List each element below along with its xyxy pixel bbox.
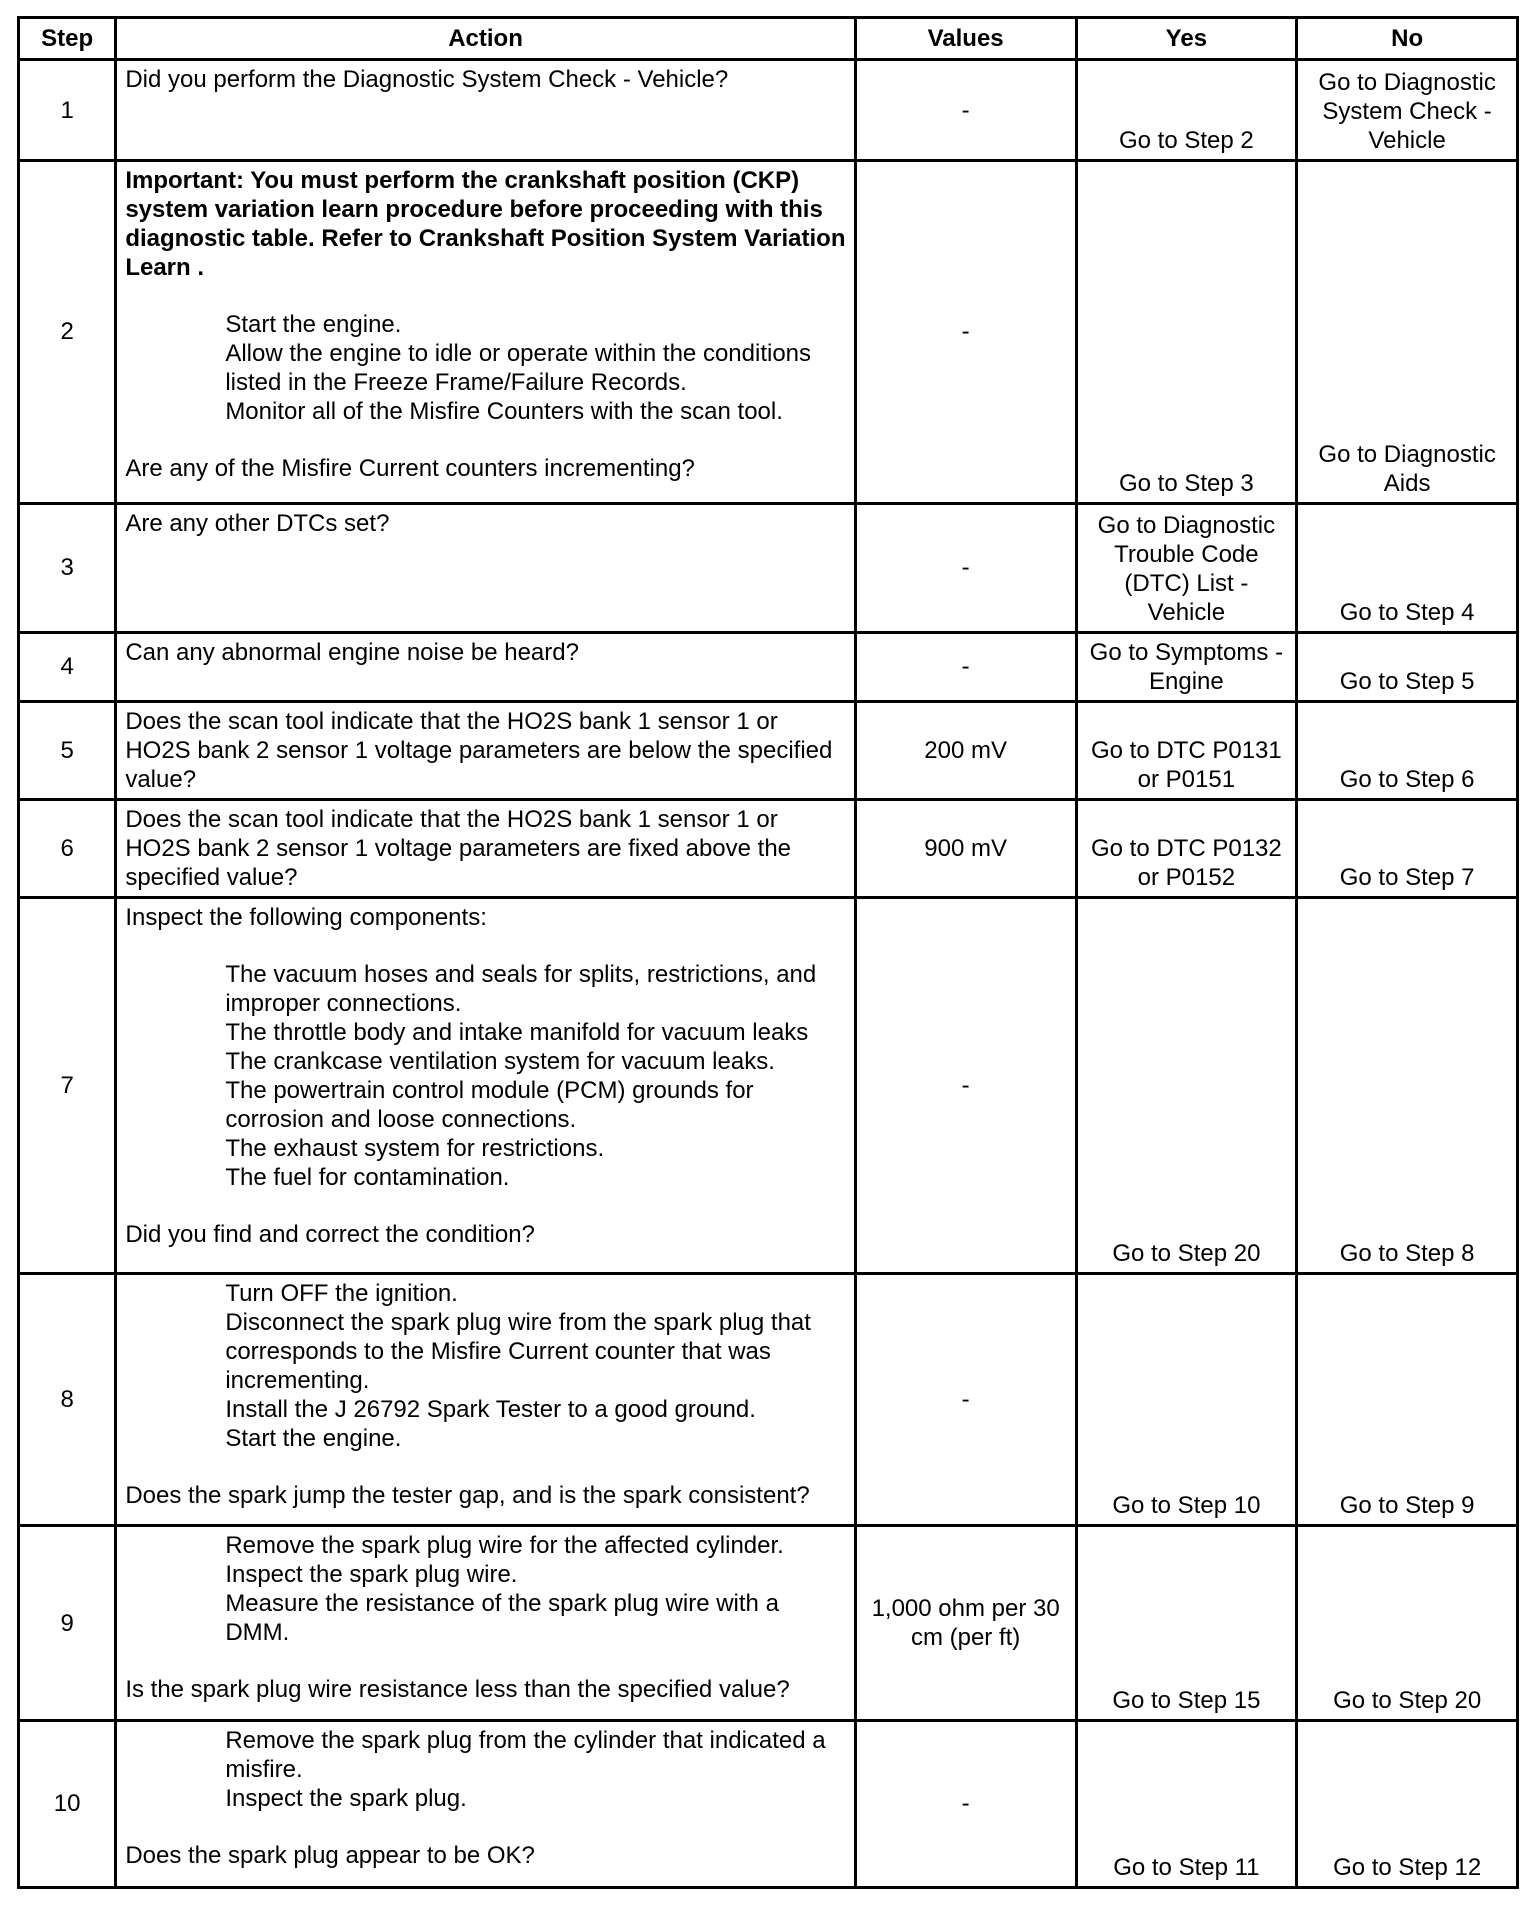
- table-row: [19, 503, 1518, 632]
- step-number: 3: [19, 503, 116, 632]
- no-cell: Go to Diagnostic System Check - Vehicle: [1297, 60, 1518, 161]
- action-cell: [116, 60, 855, 161]
- value-cell: -: [855, 1720, 1076, 1887]
- action-question: Are any of the Misfire Current counters incrementing?: [125, 455, 695, 483]
- action-intro: Inspect the following components:: [125, 904, 487, 932]
- table-header-row: [19, 18, 1518, 60]
- value-cell: -: [855, 632, 1076, 701]
- important-note: Important: You must perform the crankshaft position (CKP) system variation learn procedure before proceeding with this diagnostic table. Refer to Crankshaft Position System Variation Learn .: [125, 167, 846, 282]
- no-cell: Go to Step 8: [1297, 898, 1518, 1274]
- value-cell: -: [855, 503, 1076, 632]
- action-question: Did you find and correct the condition?: [125, 1221, 535, 1249]
- action-cell: [116, 1273, 855, 1525]
- step-number: 6: [19, 800, 116, 898]
- substep: The throttle body and intake manifold for vacuum leaks: [225, 1019, 809, 1047]
- yes-cell: Go to Step 10: [1076, 1273, 1297, 1525]
- value-cell: -: [855, 898, 1076, 1274]
- header-values: Values: [855, 18, 1076, 60]
- substep: Inspect the spark plug wire.: [225, 1561, 518, 1589]
- action-question: Can any abnormal engine noise be heard?: [125, 638, 579, 666]
- action-cell: [116, 1526, 855, 1720]
- yes-cell: Go to DTC P0132 or P0152: [1076, 800, 1297, 898]
- no-cell: Go to Diagnostic Aids: [1297, 161, 1518, 504]
- substep-list: [125, 1279, 845, 1453]
- substep: Install the J 26792 Spark Tester to a good ground.: [225, 1395, 756, 1423]
- yes-cell: Go to Symptoms - Engine: [1076, 632, 1297, 701]
- step-number: 5: [19, 702, 116, 800]
- substep: Start the engine.: [225, 311, 402, 339]
- yes-cell: Go to Step 2: [1076, 60, 1297, 161]
- substep: Disconnect the spark plug wire from the spark plug that corresponds to the Misfire Current counter that was incrementing.: [225, 1308, 811, 1394]
- substep: Start the engine.: [225, 1424, 402, 1452]
- yes-cell: Go to Diagnostic Trouble Code (DTC) List - Vehicle: [1076, 503, 1297, 632]
- action-cell: [116, 503, 855, 632]
- no-cell: Go to Step 5: [1297, 632, 1518, 701]
- yes-cell: Go to Step 11: [1076, 1720, 1297, 1887]
- header-step: Step: [19, 18, 116, 60]
- table-row: [19, 60, 1518, 161]
- substep: Measure the resistance of the spark plug wire with a DMM.: [225, 1590, 779, 1647]
- step-number: 2: [19, 161, 116, 504]
- step-number: 4: [19, 632, 116, 701]
- substep: The powertrain control module (PCM) grounds for corrosion and loose connections.: [225, 1077, 754, 1134]
- step-number: 8: [19, 1273, 116, 1525]
- action-cell: [116, 702, 855, 800]
- table-row: [19, 898, 1518, 1274]
- table-row: [19, 1526, 1518, 1720]
- substep: Monitor all of the Misfire Counters with the scan tool.: [225, 398, 783, 426]
- substep: The exhaust system for restrictions.: [225, 1135, 605, 1163]
- action-cell: [116, 898, 855, 1274]
- substep: The crankcase ventilation system for vacuum leaks.: [225, 1048, 775, 1076]
- value-cell: 1,000 ohm per 30 cm (per ft): [855, 1526, 1076, 1720]
- action-cell: [116, 800, 855, 898]
- value-cell: 900 mV: [855, 800, 1076, 898]
- substep: Remove the spark plug wire for the affected cylinder.: [225, 1532, 784, 1560]
- action-cell: [116, 161, 855, 504]
- no-cell: Go to Step 20: [1297, 1526, 1518, 1720]
- substep-list: [125, 960, 845, 1192]
- diagnostic-table: [17, 16, 1519, 1889]
- no-cell: Go to Step 6: [1297, 702, 1518, 800]
- step-number: 9: [19, 1526, 116, 1720]
- substep-list: [125, 310, 845, 426]
- table-row: [19, 702, 1518, 800]
- action-question: Does the scan tool indicate that the HO2S bank 1 sensor 1 or HO2S bank 2 sensor 1 voltage parameters are fixed above the specified value?: [125, 806, 792, 892]
- step-number: 1: [19, 60, 116, 161]
- action-question: Did you perform the Diagnostic System Check - Vehicle?: [125, 66, 729, 93]
- substep: Inspect the spark plug.: [225, 1784, 467, 1812]
- action-question: Does the spark jump the tester gap, and is the spark consistent?: [125, 1481, 810, 1509]
- action-cell: [116, 632, 855, 701]
- action-question: Are any other DTCs set?: [125, 509, 390, 537]
- header-no: No: [1297, 18, 1518, 60]
- table-row: [19, 800, 1518, 898]
- yes-cell: Go to Step 15: [1076, 1526, 1297, 1720]
- substep: The fuel for contamination.: [225, 1164, 510, 1192]
- yes-cell: Go to Step 3: [1076, 161, 1297, 504]
- action-cell: [116, 1720, 855, 1887]
- yes-cell: Go to DTC P0131 or P0151: [1076, 702, 1297, 800]
- table-row: [19, 1720, 1518, 1887]
- action-question: Does the scan tool indicate that the HO2S bank 1 sensor 1 or HO2S bank 2 sensor 1 voltage parameters are below the specified value?: [125, 708, 833, 794]
- step-number: 10: [19, 1720, 116, 1887]
- table-row: [19, 632, 1518, 701]
- no-cell: Go to Step 4: [1297, 503, 1518, 632]
- no-cell: Go to Step 7: [1297, 800, 1518, 898]
- table-row: [19, 1273, 1518, 1525]
- value-cell: -: [855, 60, 1076, 161]
- value-cell: -: [855, 161, 1076, 504]
- value-cell: -: [855, 1273, 1076, 1525]
- substep: The vacuum hoses and seals for splits, restrictions, and improper connections.: [225, 961, 817, 1018]
- substep: Allow the engine to idle or operate within the conditions listed in the Freeze Frame/Failure Records.: [225, 340, 812, 397]
- substep-list: [125, 1531, 845, 1647]
- table-row: [19, 161, 1518, 504]
- action-question: Is the spark plug wire resistance less than the specified value?: [125, 1676, 790, 1704]
- substep: Remove the spark plug from the cylinder that indicated a misfire.: [225, 1726, 826, 1783]
- step-number: 7: [19, 898, 116, 1274]
- no-cell: Go to Step 9: [1297, 1273, 1518, 1525]
- no-cell: Go to Step 12: [1297, 1720, 1518, 1887]
- yes-cell: Go to Step 20: [1076, 898, 1297, 1274]
- header-action: Action: [116, 18, 855, 60]
- substep-list: [125, 1726, 845, 1813]
- substep: Turn OFF the ignition.: [225, 1279, 458, 1307]
- action-question: Does the spark plug appear to be OK?: [125, 1841, 535, 1869]
- header-yes: Yes: [1076, 18, 1297, 60]
- value-cell: 200 mV: [855, 702, 1076, 800]
